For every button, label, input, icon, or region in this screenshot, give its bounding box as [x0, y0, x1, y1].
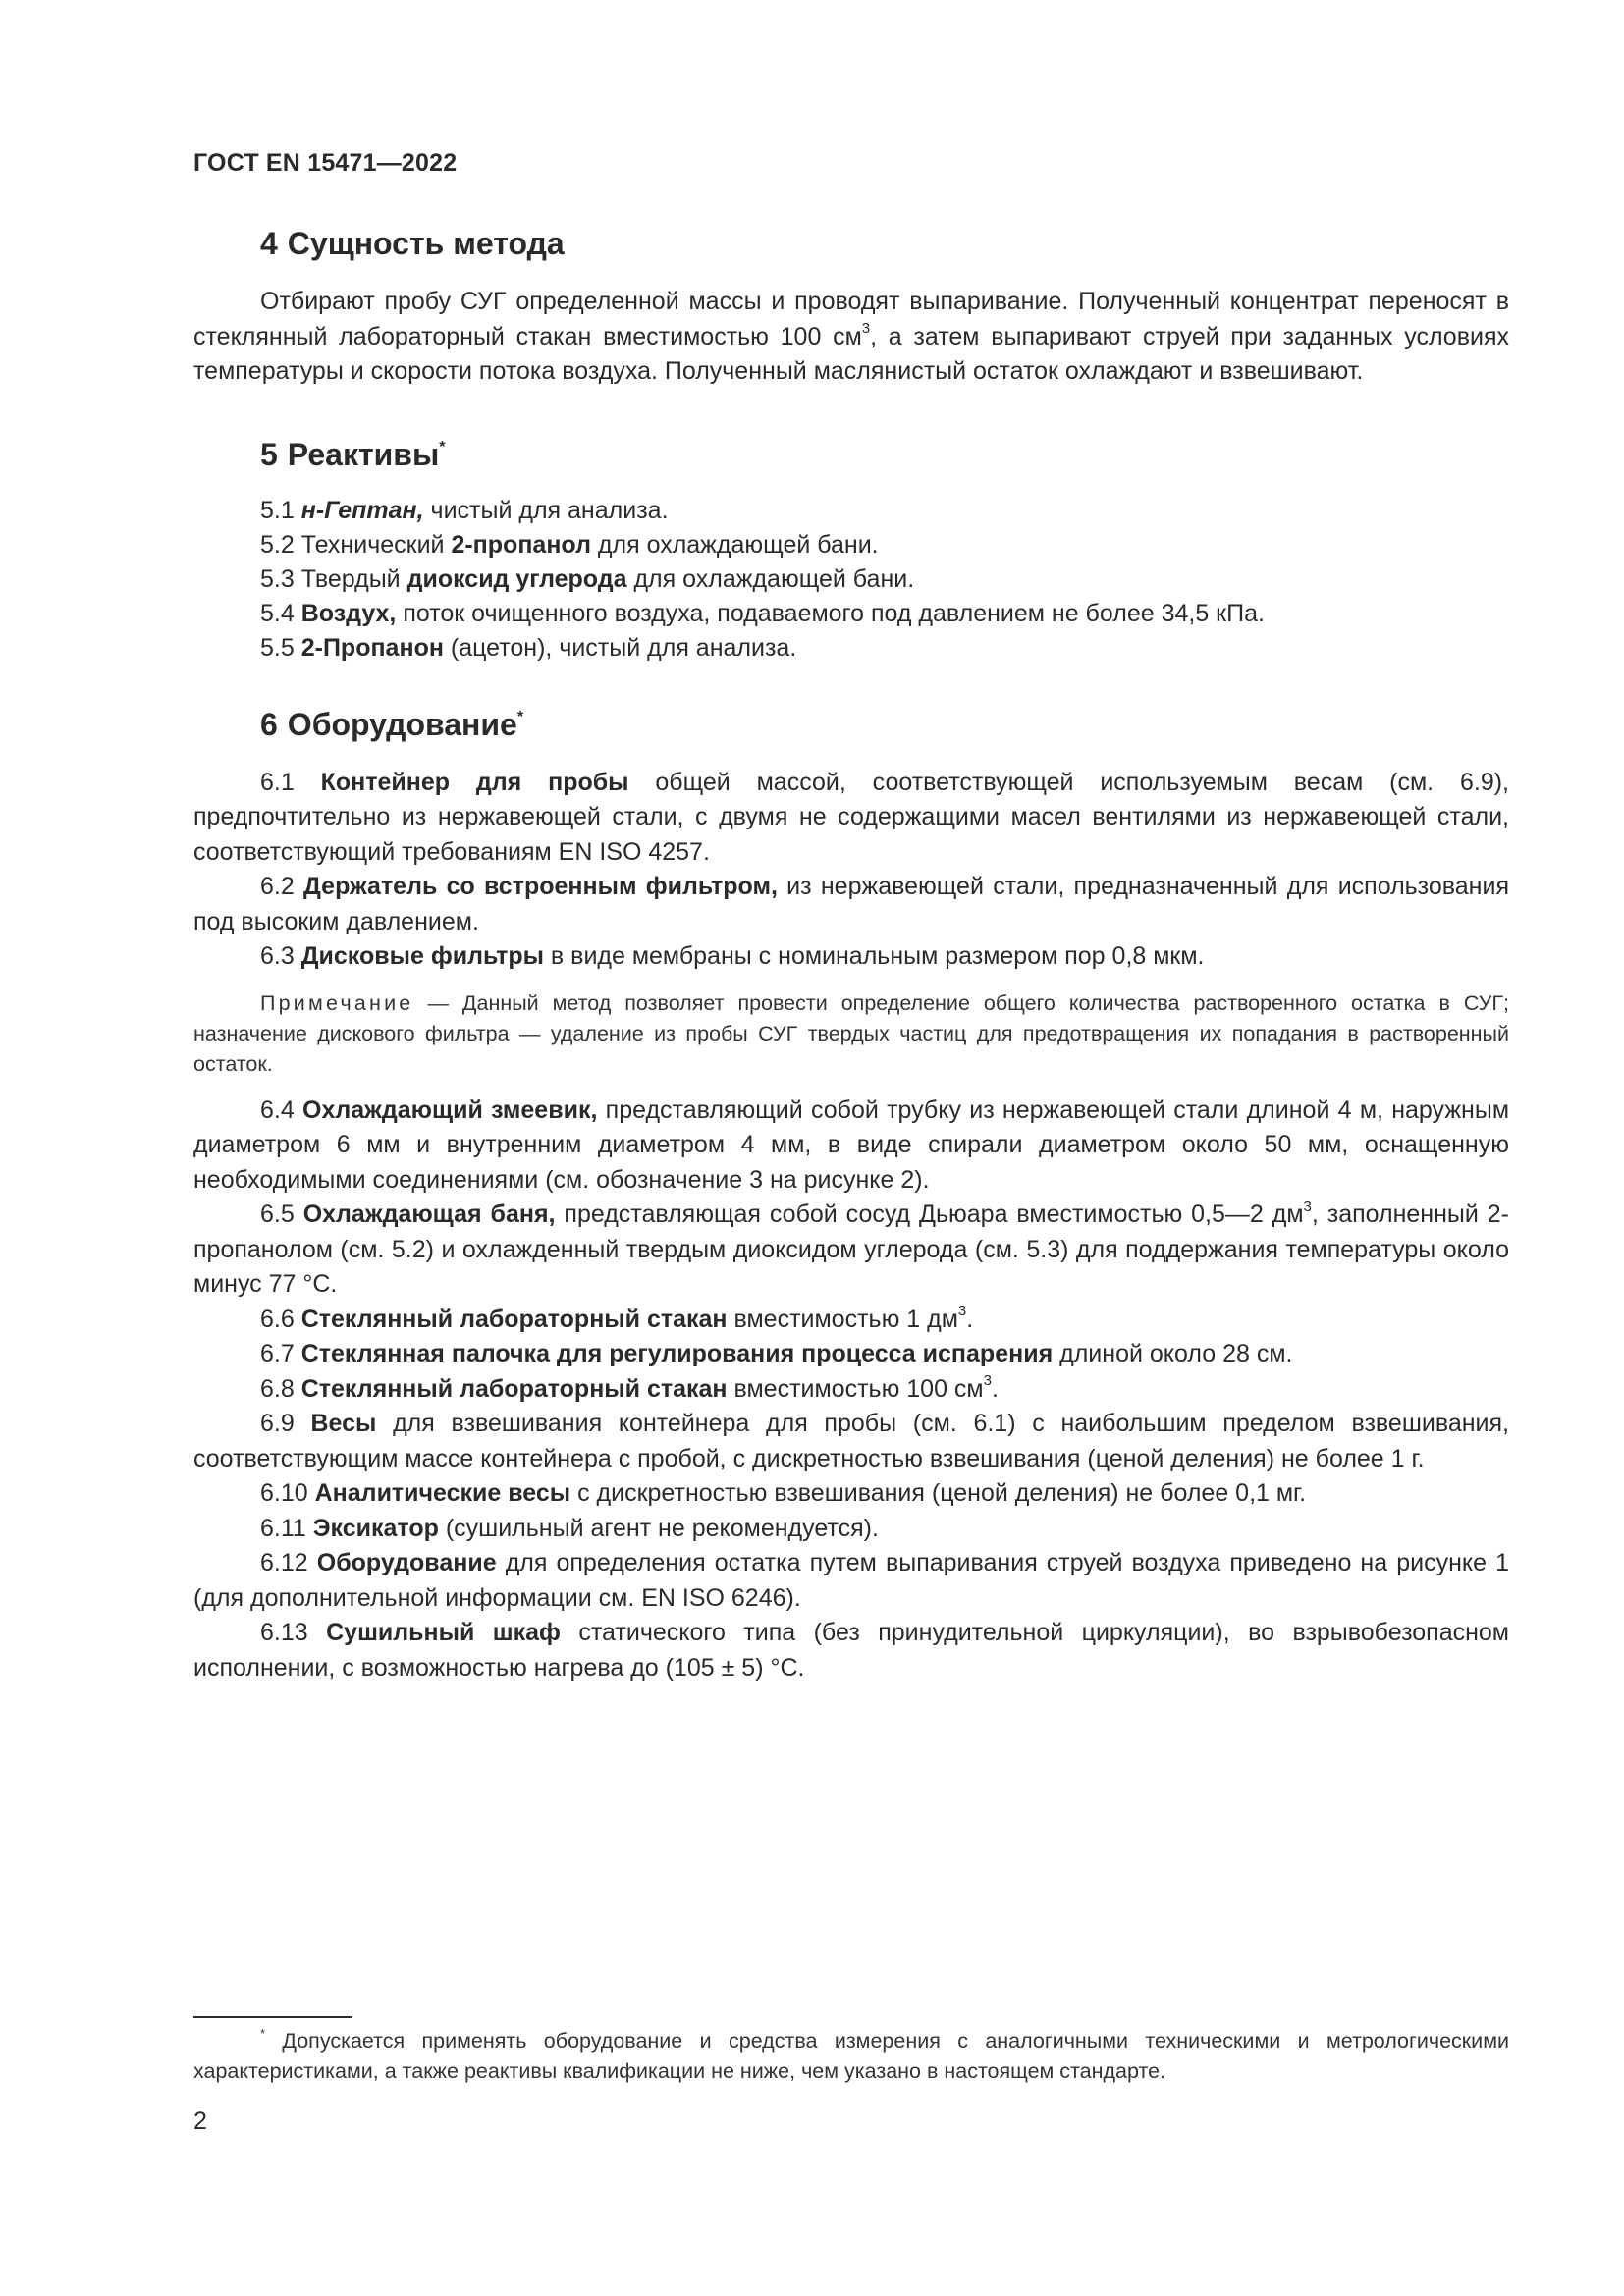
item-term: Стеклянная палочка для регулирования процесса испарения	[300, 1340, 1054, 1367]
item-term: Стеклянный лабораторный стакан	[300, 1374, 728, 1403]
section-4-paragraph	[193, 285, 1509, 390]
section-4-text-part-1: Отбирают пробу СУГ определенной массы и проводят выпаривание. Полученный концентрат переносят в стеклянный лабораторный стакан вместимостью 100 см	[193, 288, 1509, 350]
section-6-title: Оборудование	[287, 706, 517, 742]
item-term: диоксид углерода	[406, 564, 627, 593]
item-prefix: Твердый	[294, 564, 407, 593]
paragraph-6-7	[193, 1337, 1509, 1372]
paragraph-6-6	[193, 1303, 1509, 1338]
item-text-continued: .	[966, 1305, 974, 1333]
paragraph-6-9	[193, 1407, 1509, 1476]
item-text: для охлаждающей бани.	[626, 564, 915, 593]
item-term: Сушильный шкаф	[326, 1619, 561, 1646]
paragraph-6-12	[193, 1546, 1509, 1616]
item-term: 2-Пропанон	[300, 633, 444, 662]
superscript: 3	[983, 1372, 992, 1390]
item-number: 5.3	[260, 564, 295, 593]
item-text: в виде мембраны с номинальным размером пор 0,8 мкм.	[543, 942, 1205, 970]
item-term: Аналитические весы	[314, 1479, 571, 1507]
item-text: общей массой, соответствующей используемым весам (см. 6.9), предпочтительно из нержавеющей стали, с двумя не содержащими масел вентилями из нержавеющей стали, соответствующий требованиям EN ISO 4257.	[193, 768, 1509, 866]
item-number: 6.6	[260, 1305, 295, 1333]
item-number: 5.5	[260, 633, 295, 662]
item-number: 6.7	[260, 1340, 295, 1367]
item-text: для охлаждающей бани.	[590, 530, 879, 559]
item-number: 6.8	[260, 1374, 295, 1403]
item-term: н-Гептан,	[300, 496, 424, 524]
item-text: представляющая собой сосуд Дьюара вместимостью 0,5—2 дм	[555, 1201, 1304, 1228]
section-4-body	[193, 285, 1509, 390]
page-number: 2	[193, 2108, 207, 2135]
note-paragraph	[193, 988, 1509, 1080]
item-number: 6.11	[260, 1514, 306, 1542]
item-term: Эксикатор	[312, 1514, 439, 1542]
section-4-heading	[193, 224, 1509, 263]
item-text: для определения остатка путем выпаривания струей воздуха приведено на рисунке 1 (для дополнительной информации см. EN ISO 6246).	[193, 1549, 1509, 1612]
item-number: 6.1	[260, 768, 295, 796]
section-5-list	[193, 494, 1509, 666]
item-number: 6.2	[260, 873, 295, 900]
item-term: Держатель со встроенным фильтром,	[303, 873, 778, 900]
section-4-number: 4	[260, 226, 278, 261]
note-text: — Данный метод позволяет провести определение общего количества растворенного остатка в СУГ; назначение дискового фильтра — удаление из пробы СУГ твердых частиц для предотвращения их попадания в растворенный остаток.	[193, 990, 1509, 1076]
item-term: Весы	[310, 1410, 377, 1437]
superscript: 3	[957, 1303, 967, 1320]
item-number: 6.10	[260, 1479, 308, 1507]
footnote-divider	[193, 2016, 352, 2018]
section-4-title: Сущность метода	[287, 226, 565, 261]
item-prefix: Технический	[294, 530, 452, 559]
item-text: (сушильный агент не рекомендуется).	[438, 1514, 879, 1542]
paragraph-6-3	[193, 939, 1509, 975]
item-term: Стеклянный лабораторный стакан	[300, 1305, 728, 1333]
footnote-mark: *	[439, 438, 446, 455]
item-text: представляющий собой трубку из нержавеющей стали длиной 4 м, наружным диаметром 6 мм и внутренним диаметром 4 мм, в виде спирали диаметром около 50 мм, оснащенную необходимыми соединениями (см. обозначение 3 на рисунке 2).	[193, 1095, 1510, 1194]
superscript: 3	[861, 320, 871, 338]
paragraph-6-4	[193, 1094, 1509, 1199]
list-item-5-5	[193, 631, 1509, 666]
item-number: 5.4	[260, 599, 295, 627]
item-text: вместимостью 1 дм	[727, 1305, 958, 1333]
footnote	[193, 2026, 1509, 2087]
item-text-continued: .	[991, 1374, 999, 1403]
item-number: 6.9	[260, 1410, 295, 1437]
item-text: (ацетон), чистый для анализа.	[443, 633, 797, 662]
list-item-5-2	[193, 528, 1509, 562]
item-number: 6.12	[260, 1549, 308, 1576]
item-term: Контейнер для пробы	[320, 768, 629, 796]
section-6-body	[193, 766, 1509, 1686]
section-4-text-part-2: , а затем выпаривают струей при заданных условиях температуры и скорости потока воздуха. Полученный маслянистый остаток охлаждают и взвешивают.	[193, 322, 1509, 385]
item-number: 5.1	[260, 496, 295, 524]
item-term: Воздух,	[300, 599, 397, 627]
item-number: 6.3	[260, 942, 295, 970]
paragraph-6-1	[193, 766, 1509, 871]
item-text: для взвешивания контейнера для пробы (см. 6.1) с наибольшим пределом взвешивания, соответствующим массе контейнера с пробой, с дискретностью взвешивания (ценой деления) не более 1 г.	[193, 1410, 1509, 1472]
item-text: с дискретностью взвешивания (ценой деления) не более 0,1 мг.	[570, 1479, 1307, 1507]
paragraph-6-8	[193, 1372, 1509, 1408]
item-term: Дисковые фильтры	[300, 942, 544, 970]
item-term: Охлаждающая баня,	[302, 1201, 556, 1228]
item-number: 5.2	[260, 530, 295, 559]
superscript: 3	[1303, 1198, 1312, 1215]
paragraph-6-13	[193, 1616, 1509, 1685]
section-5-number: 5	[260, 436, 278, 472]
page-content	[193, 224, 1509, 1685]
section-6-heading	[193, 705, 1509, 744]
section-5-title: Реактивы	[287, 436, 440, 472]
item-term: Оборудование	[316, 1549, 497, 1576]
item-number: 6.13	[260, 1619, 308, 1646]
paragraph-6-5	[193, 1198, 1509, 1303]
item-text-continued: , заполненный 2-пропанолом (см. 5.2) и охлажденный твердым диоксидом углерода (см. 5.3) для поддержания температуры около минус 77 °С.	[193, 1201, 1509, 1298]
item-text: из нержавеющей стали, предназначенный для использования под высоким давлением.	[193, 873, 1509, 935]
paragraph-6-11	[193, 1512, 1509, 1547]
note-block	[193, 988, 1509, 1080]
item-number: 6.5	[260, 1201, 295, 1228]
footnote-text: Допускается применять оборудование и средства измерения с аналогичными техническими и метрологическими характеристиками, а также реактивы квалификации не ниже, чем указано в настоящем стандарте.	[193, 2029, 1509, 2083]
paragraph-6-2	[193, 870, 1509, 939]
item-text: вместимостью 100 см	[727, 1374, 984, 1403]
item-number: 6.4	[260, 1095, 295, 1124]
item-term: Охлаждающий змеевик,	[302, 1095, 598, 1124]
item-text: длиной около 28 см.	[1053, 1340, 1293, 1367]
item-text: чистый для анализа.	[423, 496, 669, 524]
item-text: статического типа (без принудительной циркуляции), во взрывобезопасном исполнении, с возможностью нагрева до (105 ± 5) °С.	[193, 1619, 1509, 1682]
paragraph-6-10	[193, 1476, 1509, 1512]
footnote-mark: *	[260, 2025, 266, 2041]
section-5-heading	[193, 435, 1509, 474]
item-text: поток очищенного воздуха, подаваемого под давлением не более 34,5 кПа.	[396, 599, 1265, 627]
list-item-5-3	[193, 562, 1509, 597]
footnote-mark: *	[516, 708, 524, 725]
item-term: 2-пропанол	[451, 530, 591, 559]
document-header: ГОСТ EN 15471—2022	[193, 149, 458, 177]
note-label: Примечание	[260, 990, 414, 1015]
list-item-5-4	[193, 597, 1509, 631]
list-item-5-1	[193, 494, 1509, 528]
section-6-number: 6	[260, 706, 278, 742]
